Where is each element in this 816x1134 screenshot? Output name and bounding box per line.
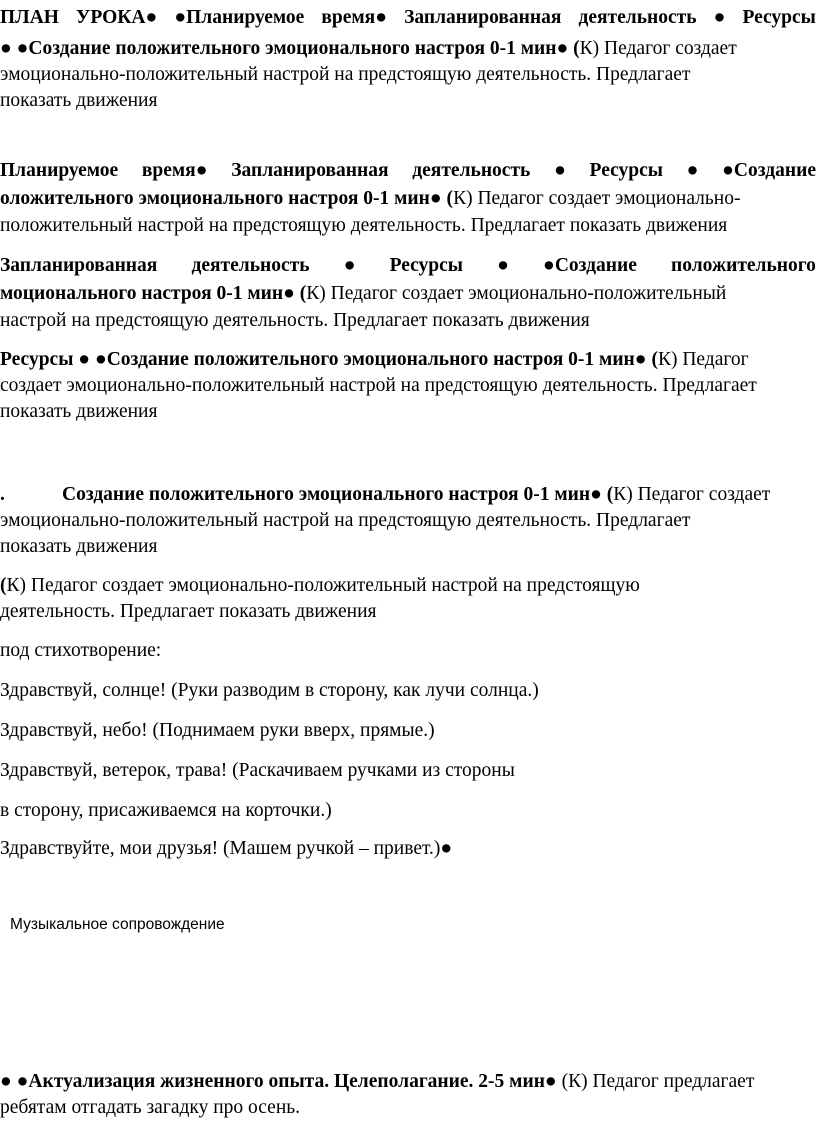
word: время● [321,7,388,28]
word: Запланированная [404,7,562,28]
poem-line: Здравствуй, солнце! (Руки разводим в сторону, как лучи солнца.) [0,680,539,701]
word: ●Создание [722,160,816,181]
word: ПЛАН [0,7,59,28]
paragraph-line: деятельность. Предлагает показать движения [0,601,377,622]
bold-text: ● ●Актуализация жизненного опыта. Целеполагание. 2-5 мин● [0,1071,557,1092]
paragraph-line: положительный настрой на предстоящую деятельность. Предлагает показать движения [0,215,728,236]
bullet: ● [554,160,566,181]
text: К) Педагог создает эмоционально-положительный [306,283,727,304]
paragraph-line: эмоционально-положительный настрой на предстоящую деятельность. Предлагает [0,64,691,85]
list-marker: . [0,484,5,505]
paragraph-3 [0,253,816,279]
paragraph-line [0,482,5,508]
word: УРОКА● [76,7,158,28]
text: К) Педагог [657,349,749,370]
justified-line [0,253,816,279]
justified-line [0,158,816,184]
bold-text: оложительного эмоционального настроя 0-1 мин● ( [0,188,454,209]
bullet: ● [497,255,509,276]
bold-text: моционального настроя 0-1 мин● ( [0,283,307,304]
paragraph-line: настрой на предстоящую деятельность. Предлагает показать движения [0,310,590,331]
text: К) Педагог создает [579,38,737,59]
paragraph-line [0,36,737,62]
word: ●Планируемое [174,7,305,28]
word: Запланированная [231,160,389,181]
word: Ресурсы [589,160,663,181]
word: деятельность [412,160,531,181]
paragraph-line [0,347,749,373]
text: К) Педагог создает эмоционально-положительный настрой на предстоящую [6,575,640,596]
text: К) Педагог создает эмоционально- [453,188,741,209]
word: Ресурсы [389,255,464,276]
plan-heading-line [0,5,816,31]
bold-text: ● ●Создание положительного эмоционального настроя 0-1 мин● ( [0,38,580,59]
paragraph-line: ребятам отгадать загадку про осень. [0,1097,301,1118]
word: деятельность [578,7,697,28]
bold-text: Ресурсы ● ●Создание положительного эмоционального настроя 0-1 мин● ( [0,349,658,370]
poem-line: Здравствуй, небо! (Поднимаем руки вверх, прямые.) [0,720,435,741]
paragraph-line: эмоционально-положительный настрой на предстоящую деятельность. Предлагает [0,510,691,531]
paragraph-line: показать движения [0,90,158,111]
word: деятельность [191,255,310,276]
resource-note: Музыкальное сопровождение [10,916,225,933]
word: положительного [671,255,816,276]
paragraph-line [0,573,640,599]
word: время● [141,160,208,181]
poem-line: Здравствуй, ветерок, трава! (Раскачиваем ручками из стороны [0,760,515,781]
bullet: ● [686,160,699,181]
bold-text: Создание положительного эмоционального настроя 0-1 мин● ( [62,484,614,505]
word: Планируемое [0,160,119,181]
paragraph-line: показать движения [0,536,158,557]
poem-intro: под стихотворение: [0,640,162,661]
paragraph-line [0,281,726,307]
poem-line: в сторону, присаживаемся на корточки.) [0,800,332,821]
paragraph-line [0,186,741,212]
plan-heading-paragraph [0,5,816,31]
paragraph-line [62,482,770,508]
poem-line: Здравствуйте, мои друзья! (Машем ручкой – привет.)● [0,838,453,859]
paragraph-line: показать движения [0,401,158,422]
word: Ресурсы [742,7,816,28]
paragraph-line [0,1069,754,1095]
text: К) Педагог создает [613,484,771,505]
word: Запланированная [0,255,158,276]
paragraph-2 [0,158,816,184]
paragraph-line: создает эмоционально-положительный настрой на предстоящую деятельность. Предлагает [0,375,757,396]
text: (К) Педагог предлагает [556,1071,755,1092]
bullet: ● [713,7,726,28]
bullet: ● [343,255,356,276]
bold-text: ( [0,575,7,596]
word: ●Создание [543,255,637,276]
